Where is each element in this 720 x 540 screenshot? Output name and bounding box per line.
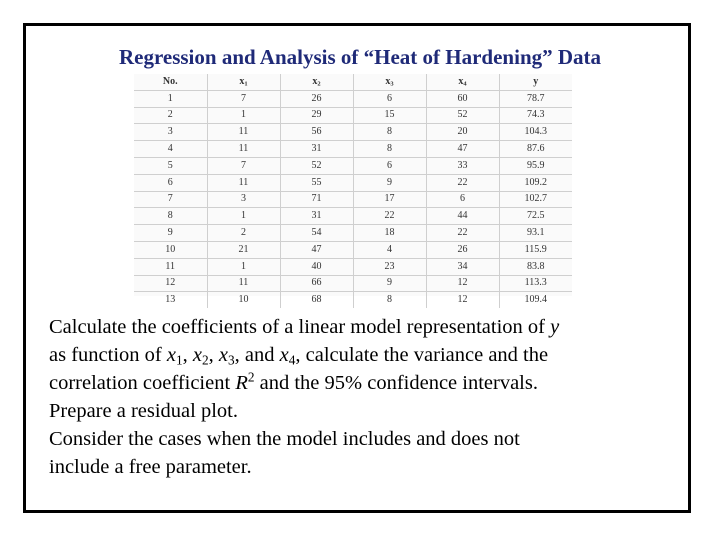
table-cell: 104.3: [499, 124, 572, 141]
table-cell: 12: [134, 275, 207, 292]
table-cell: 21: [207, 241, 280, 258]
table-cell: 40: [280, 258, 353, 275]
table-cell: 66: [280, 275, 353, 292]
table-cell: 7: [207, 157, 280, 174]
table-cell: 1: [134, 90, 207, 107]
table-cell: 9: [353, 275, 426, 292]
column-header-label: No.: [162, 75, 178, 87]
statement-text: Calculate the coefficients of a linear model representation of: [49, 316, 551, 338]
table-cell: 7: [134, 191, 207, 208]
table-cell: 31: [280, 208, 353, 225]
table-cell: 4: [134, 141, 207, 158]
table-row: [134, 241, 572, 258]
consider-line: Consider the cases when the model includes and does not: [49, 428, 520, 450]
column-header: [207, 74, 280, 90]
table-cell: 47: [426, 141, 499, 158]
table-cell: 17: [353, 191, 426, 208]
table-row: [134, 157, 572, 174]
table-cell: 8: [353, 141, 426, 158]
table-cell: 10: [134, 241, 207, 258]
table-cell: 2: [207, 225, 280, 242]
table-cell: 11: [207, 141, 280, 158]
table-cell: 12: [426, 275, 499, 292]
table-cell: 2: [134, 107, 207, 124]
table-cell: 60: [426, 90, 499, 107]
table-cell: 8: [134, 208, 207, 225]
table-row: [134, 90, 572, 107]
table-cell: 12: [426, 292, 499, 308]
table-cell: 11: [134, 258, 207, 275]
table-row: [134, 292, 572, 308]
variable-x: x: [166, 344, 176, 366]
table-cell: 5: [134, 157, 207, 174]
column-header-label: x: [239, 75, 245, 87]
column-header-subscript: 1: [244, 80, 248, 88]
table-cell: 1: [207, 208, 280, 225]
variable-x: x: [279, 344, 289, 366]
separator: ,: [182, 344, 193, 366]
slide-title: Regression and Analysis of “Heat of Hardening” Data: [118, 45, 602, 69]
residual-line: Prepare a residual plot.: [49, 400, 238, 422]
table-cell: 3: [207, 191, 280, 208]
table-cell: 4: [353, 241, 426, 258]
table-cell: 11: [207, 174, 280, 191]
table-cell: 52: [280, 157, 353, 174]
separator: ,: [208, 344, 219, 366]
table-cell: 55: [280, 174, 353, 191]
free-parameter-line: include a free parameter.: [49, 456, 252, 478]
table-cell: 23: [353, 258, 426, 275]
table-row: [134, 174, 572, 191]
table-cell: 29: [280, 107, 353, 124]
table-cell: 115.9: [499, 241, 572, 258]
variable-x: x: [218, 344, 228, 366]
table-cell: 95.9: [499, 157, 572, 174]
table-cell: 71: [280, 191, 353, 208]
table-cell: 33: [426, 157, 499, 174]
table-cell: 52: [426, 107, 499, 124]
statement-text: , calculate the variance and the: [295, 344, 549, 366]
table-cell: 83.8: [499, 258, 572, 275]
table-cell: 8: [353, 124, 426, 141]
column-header: [499, 74, 572, 90]
table-cell: 74.3: [499, 107, 572, 124]
table-cell: 72.5: [499, 208, 572, 225]
subscript: 4: [288, 352, 296, 368]
table-cell: 44: [426, 208, 499, 225]
column-header-subscript: 4: [463, 80, 467, 88]
variable-y: y: [550, 316, 560, 338]
table-row: [134, 208, 572, 225]
table-row: [134, 191, 572, 208]
subscript: 2: [201, 352, 209, 368]
statement-text: and the 95% confidence intervals.: [254, 372, 538, 394]
column-header-label: y: [533, 75, 539, 87]
table-cell: 22: [426, 225, 499, 242]
statement-line: [49, 369, 679, 397]
table-cell: 13: [134, 292, 207, 308]
table-cell: 56: [280, 124, 353, 141]
table-cell: 10: [207, 292, 280, 308]
column-header: [134, 74, 207, 90]
data-table: [134, 74, 572, 308]
table-cell: 87.6: [499, 141, 572, 158]
table-cell: 93.1: [499, 225, 572, 242]
table-cell: 3: [134, 124, 207, 141]
table-cell: 31: [280, 141, 353, 158]
table-cell: 22: [353, 208, 426, 225]
table-cell: 1: [207, 258, 280, 275]
table-cell: 78.7: [499, 90, 572, 107]
variable-x: x: [192, 344, 202, 366]
table-cell: 6: [134, 174, 207, 191]
statement-line: [49, 313, 679, 341]
table-cell: 54: [280, 225, 353, 242]
separator: , and: [234, 344, 280, 366]
statement-text: as function of: [49, 344, 167, 366]
column-header-subscript: 3: [390, 80, 394, 88]
table-cell: 26: [280, 90, 353, 107]
table-cell: 7: [207, 90, 280, 107]
table-cell: 9: [134, 225, 207, 242]
column-header-label: x: [385, 75, 391, 87]
table-row: [134, 275, 572, 292]
table-cell: 15: [353, 107, 426, 124]
statement-line: [49, 341, 679, 369]
table-cell: 68: [280, 292, 353, 308]
table-cell: 8: [353, 292, 426, 308]
table-row: [134, 225, 572, 242]
table-cell: 34: [426, 258, 499, 275]
table-cell: 109.4: [524, 294, 547, 306]
table-cell: 26: [426, 241, 499, 258]
subscript: 1: [175, 352, 183, 368]
superscript: 2: [247, 369, 255, 385]
statement-text: correlation coefficient: [49, 372, 236, 394]
table-header-row: [134, 74, 572, 90]
column-header-subscript: 2: [317, 80, 321, 88]
table-cell: 6: [353, 157, 426, 174]
variable-r: R: [235, 372, 248, 394]
column-header: [353, 74, 426, 90]
table-cell: 18: [353, 225, 426, 242]
problem-statement: [49, 313, 679, 481]
table-cell: 6: [353, 90, 426, 107]
table-row: [134, 124, 572, 141]
subscript: 3: [228, 352, 235, 368]
table-cell: 20: [426, 124, 499, 141]
table-row: [134, 141, 572, 158]
table-cell: 109.2: [499, 174, 572, 191]
data-table-image: [134, 74, 572, 306]
table-cell: 113.3: [499, 275, 572, 292]
column-header: [280, 74, 353, 90]
column-header-label: x: [312, 75, 318, 87]
table-cell: 11: [207, 275, 280, 292]
column-header-label: x: [458, 75, 464, 87]
table-cell: 9: [353, 174, 426, 191]
table-cell: 22: [426, 174, 499, 191]
table-cell: 11: [207, 124, 280, 141]
table-cell: 47: [280, 241, 353, 258]
table-cell: 102.7: [499, 191, 572, 208]
table-cell: 6: [426, 191, 499, 208]
table-row: [134, 258, 572, 275]
table-row: [134, 107, 572, 124]
column-header: [426, 74, 499, 90]
table-cell: 1: [207, 107, 280, 124]
